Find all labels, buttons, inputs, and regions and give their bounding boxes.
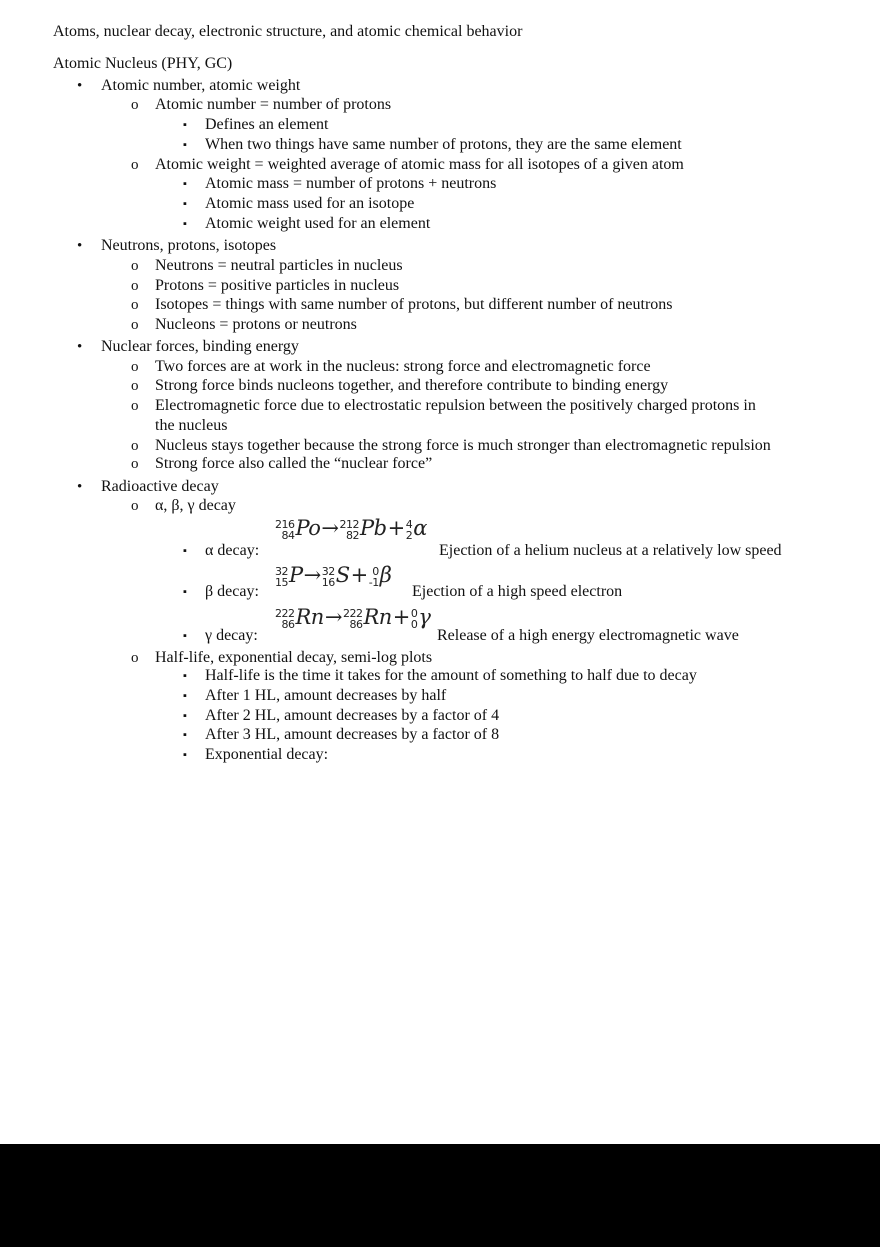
bullet-level3: ▪ [183, 139, 187, 151]
decay-description-beta: Ejection of a high speed electron [412, 583, 623, 600]
outline-item-l3: After 3 HL, amount decreases by a factor of 8 [205, 726, 500, 743]
decay-description-gamma: Release of a high energy electromagnetic wave [437, 627, 739, 644]
outline-item-l2: Atomic weight = weighted average of atomic mass for all isotopes of a given atom [155, 156, 684, 173]
bullet-level3: ▪ [183, 630, 187, 642]
bullet-level2: o [131, 97, 139, 113]
outline-item-l1: Neutrons, protons, isotopes [101, 237, 277, 254]
nuclide-notation: 222 86 [275, 606, 295, 631]
bullet-level3: ▪ [183, 710, 187, 722]
nuclide-notation: 222 86 [342, 606, 363, 631]
outline-item-l1: Radioactive decay [101, 478, 219, 495]
nuclide-notation: 212 82 [339, 517, 360, 542]
bullet-level2: o [131, 650, 139, 666]
outline-item-l2: Strong force binds nucleons together, and therefore contribute to binding energy [155, 377, 669, 394]
outline-item-l1: Nuclear forces, binding energy [101, 338, 299, 355]
outline-item-l2: Two forces are at work in the nucleus: strong force and electromagnetic force [155, 358, 651, 375]
outline-item-l2: Isotopes = things with same number of protons, but different number of neutrons [155, 296, 673, 313]
gamma-decay-equation: 222 86 Rn→ 222 86 Rn+ 0 0 γ [275, 605, 431, 631]
bullet-level2: o [131, 456, 139, 472]
nuclide-notation: 0 -1 [368, 564, 379, 589]
bullet-level2: o [131, 317, 139, 333]
decay-label-gamma: γ decay: [205, 627, 258, 644]
bullet-level3: ▪ [183, 178, 187, 190]
beta-decay-equation: 32 15 P→ 32 16 S+ 0 -1 β [275, 563, 392, 589]
outline-item-l3: Exponential decay: [205, 746, 329, 763]
outline-item-l3: Half-life is the time it takes for the amount of something to half due to decay [205, 667, 697, 684]
bullet-level2: o [131, 359, 139, 375]
nuclide-notation: 0 0 [410, 606, 418, 631]
alpha-decay-equation: 216 84 Po→ 212 82 Pb+ 4 2 α [275, 516, 427, 542]
bullet-level3: ▪ [183, 119, 187, 131]
outline-item-l3: Atomic weight used for an element [205, 215, 431, 232]
bullet-level2: o [131, 297, 139, 313]
nuclide-notation: 4 2 [405, 517, 413, 542]
bullet-level1: • [77, 78, 83, 94]
outline-item-l2: Nucleus stays together because the strong force is much stronger than electromagnetic repulsion [155, 437, 771, 454]
outline-item-l3: Defines an element [205, 116, 329, 133]
bullet-level3: ▪ [183, 749, 187, 761]
outline-item-l2: Half-life, exponential decay, semi-log plots [155, 649, 433, 666]
bullet-level2: o [131, 438, 139, 454]
outline-item-l2: Nucleons = protons or neutrons [155, 316, 357, 333]
outline-item-l3: After 2 HL, amount decreases by a factor of 4 [205, 707, 500, 724]
outline-item-l2: Electromagnetic force due to electrostatic repulsion between the positively charged protons in [155, 397, 756, 414]
outline-item-l2: Neutrons = neutral particles in nucleus [155, 257, 403, 274]
outline-item-l2: Strong force also called the “nuclear force” [155, 455, 433, 472]
bottom-black-bar [0, 1144, 880, 1247]
bullet-level3: ▪ [183, 545, 187, 557]
bullet-level3: ▪ [183, 218, 187, 230]
outline-item-l3: Atomic mass = number of protons + neutrons [205, 175, 497, 192]
outline-item-l3: When two things have same number of protons, they are the same element [205, 136, 682, 153]
bullet-level1: • [77, 479, 83, 495]
outline-item-l2-continuation: the nucleus [155, 417, 228, 434]
nuclide-notation: 32 16 [321, 564, 335, 589]
bullet-level2: o [131, 398, 139, 414]
bullet-level3: ▪ [183, 198, 187, 210]
bullet-level1: • [77, 238, 83, 254]
bullet-level2: o [131, 258, 139, 274]
document-title: Atoms, nuclear decay, electronic structure, and atomic chemical behavior [53, 23, 523, 40]
outline-item-l2: Protons = positive particles in nucleus [155, 277, 400, 294]
bullet-level2: o [131, 378, 139, 394]
bullet-level2: o [131, 498, 139, 514]
outline-item-l2: Atomic number = number of protons [155, 96, 392, 113]
outline-item-l1: Atomic number, atomic weight [101, 77, 301, 94]
decay-label-beta: β decay: [205, 583, 259, 600]
outline-item-l2: α, β, γ decay [155, 497, 236, 514]
bullet-level3: ▪ [183, 690, 187, 702]
outline-item-l3: Atomic mass used for an isotope [205, 195, 415, 212]
decay-label-alpha: α decay: [205, 542, 260, 559]
nuclide-notation: 32 15 [275, 564, 288, 589]
decay-description-alpha: Ejection of a helium nucleus at a relatively low speed [439, 542, 782, 559]
bullet-level3: ▪ [183, 586, 187, 598]
bullet-level1: • [77, 339, 83, 355]
bullet-level2: o [131, 157, 139, 173]
bullet-level2: o [131, 278, 139, 294]
bullet-level3: ▪ [183, 670, 187, 682]
outline-item-l3: After 1 HL, amount decreases by half [205, 687, 447, 704]
section-heading: Atomic Nucleus (PHY, GC) [53, 55, 233, 72]
bullet-level3: ▪ [183, 729, 187, 741]
nuclide-notation: 216 84 [275, 517, 295, 542]
